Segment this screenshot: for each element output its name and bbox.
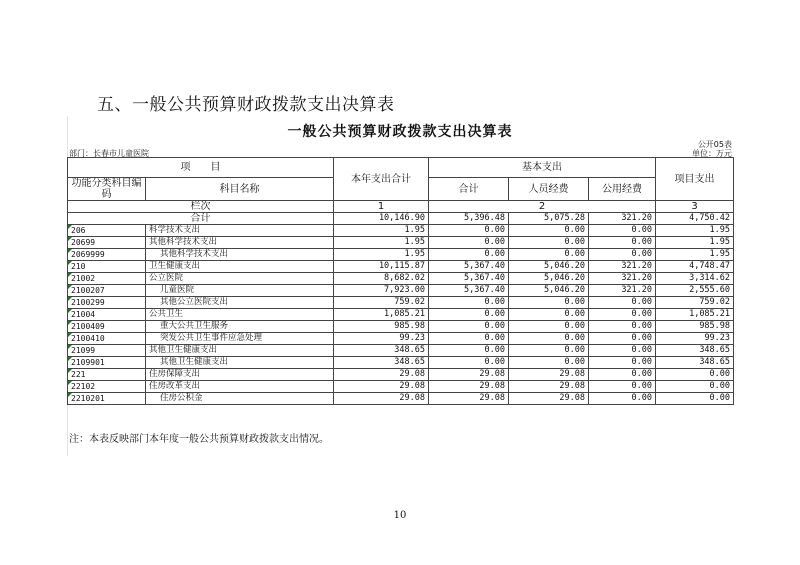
row-basic-sum: 5,367.40 — [429, 285, 509, 297]
row-basic-sum: 29.08 — [429, 393, 509, 405]
row-basic-sum: 0.00 — [429, 345, 509, 357]
table-row — [68, 285, 734, 297]
row-code: 2109901 — [68, 357, 146, 369]
row-personnel: 0.00 — [509, 357, 589, 369]
row-public: 0.00 — [589, 393, 656, 405]
table-row — [68, 333, 734, 345]
row-public: 0.00 — [589, 369, 656, 381]
row-total: 348.65 — [334, 345, 429, 357]
header-name: 科目名称 — [146, 178, 334, 201]
table-row — [68, 345, 734, 357]
row-total: 99.23 — [334, 333, 429, 345]
total-label: 合计 — [68, 213, 334, 225]
row-public: 321.20 — [589, 261, 656, 273]
row-public: 0.00 — [589, 345, 656, 357]
row-total: 29.08 — [334, 393, 429, 405]
row-name: 其他卫生健康支出 — [146, 357, 334, 369]
row-project: 0.00 — [656, 381, 734, 393]
row-project: 99.23 — [656, 333, 734, 345]
row-public: 0.00 — [589, 297, 656, 309]
row-total: 1.95 — [334, 237, 429, 249]
table-title: 一般公共预算财政拨款支出决算表 — [287, 124, 513, 140]
row-public: 0.00 — [589, 321, 656, 333]
column-index-label: 栏次 — [68, 201, 334, 213]
row-project: 0.00 — [656, 369, 734, 381]
row-code: 21002 — [68, 273, 146, 285]
row-basic-sum: 0.00 — [429, 357, 509, 369]
row-total: 8,682.02 — [334, 273, 429, 285]
header-item: 项 目 — [68, 158, 334, 178]
header-total: 本年支出合计 — [334, 158, 429, 201]
header-row-1 — [68, 158, 734, 178]
footnote: 注：本表反映部门本年度一般公共预算财政拨款支出情况。 — [69, 434, 329, 445]
row-basic-sum: 0.00 — [429, 249, 509, 261]
department-label: 部门：长春市儿童医院 — [69, 149, 149, 158]
header-project: 项目支出 — [656, 158, 734, 201]
header-public: 公用经费 — [589, 178, 656, 201]
row-name: 突发公共卫生事件应急处理 — [146, 333, 334, 345]
row-basic-sum: 0.00 — [429, 225, 509, 237]
row-total: 348.65 — [334, 357, 429, 369]
row-public: 0.00 — [589, 309, 656, 321]
row-total: 7,923.00 — [334, 285, 429, 297]
row-name: 科学技术支出 — [146, 225, 334, 237]
row-public: 0.00 — [589, 249, 656, 261]
row-personnel: 5,046.20 — [509, 261, 589, 273]
row-name: 儿童医院 — [146, 285, 334, 297]
row-total: 10,115.87 — [334, 261, 429, 273]
row-personnel: 0.00 — [509, 345, 589, 357]
row-public: 0.00 — [589, 225, 656, 237]
row-name: 公共卫生 — [146, 309, 334, 321]
row-total: 29.08 — [334, 369, 429, 381]
row-project: 985.98 — [656, 321, 734, 333]
total-value: 10,146.90 — [334, 213, 429, 225]
row-personnel: 5,046.20 — [509, 273, 589, 285]
row-project: 1.95 — [656, 249, 734, 261]
form-number: 公开05表 — [697, 140, 732, 149]
table-row — [68, 273, 734, 285]
row-name: 重大公共卫生服务 — [146, 321, 334, 333]
row-name: 住房保障支出 — [146, 369, 334, 381]
row-basic-sum: 0.00 — [429, 237, 509, 249]
row-project: 348.65 — [656, 345, 734, 357]
expenditure-table — [67, 157, 734, 405]
table-row — [68, 237, 734, 249]
row-code: 20699 — [68, 237, 146, 249]
row-personnel: 0.00 — [509, 237, 589, 249]
row-basic-sum: 0.00 — [429, 321, 509, 333]
row-code: 2100299 — [68, 297, 146, 309]
row-name: 其他卫生健康支出 — [146, 345, 334, 357]
row-personnel: 0.00 — [509, 333, 589, 345]
column-index-2: 2 — [429, 201, 656, 213]
row-basic-sum: 0.00 — [429, 333, 509, 345]
row-project: 1.95 — [656, 225, 734, 237]
table-row — [68, 393, 734, 405]
header-basic-sum: 合计 — [429, 178, 509, 201]
total-row — [68, 213, 734, 225]
row-project: 348.65 — [656, 357, 734, 369]
row-code: 2100207 — [68, 285, 146, 297]
row-total: 1.95 — [334, 249, 429, 261]
table-row — [68, 381, 734, 393]
row-code: 221 — [68, 369, 146, 381]
header-code: 功能分类科目编码 — [68, 178, 146, 201]
column-index-row — [68, 201, 734, 213]
row-project: 1,085.21 — [656, 309, 734, 321]
row-personnel: 0.00 — [509, 225, 589, 237]
row-name: 卫生健康支出 — [146, 261, 334, 273]
row-code: 2069999 — [68, 249, 146, 261]
total-basic-sum: 5,396.48 — [429, 213, 509, 225]
table-row — [68, 369, 734, 381]
total-personnel: 5,075.28 — [509, 213, 589, 225]
row-public: 321.20 — [589, 285, 656, 297]
header-personnel: 人员经费 — [509, 178, 589, 201]
total-public: 321.20 — [589, 213, 656, 225]
row-code: 206 — [68, 225, 146, 237]
row-project: 3,314.62 — [656, 273, 734, 285]
row-total: 759.02 — [334, 297, 429, 309]
row-project: 4,748.47 — [656, 261, 734, 273]
table-row — [68, 249, 734, 261]
row-code: 2100409 — [68, 321, 146, 333]
row-basic-sum: 29.08 — [429, 381, 509, 393]
row-public: 0.00 — [589, 357, 656, 369]
row-basic-sum: 0.00 — [429, 297, 509, 309]
table-row — [68, 261, 734, 273]
row-basic-sum: 5,367.40 — [429, 261, 509, 273]
row-public: 0.00 — [589, 381, 656, 393]
row-project: 0.00 — [656, 393, 734, 405]
unit-label: 单位：万元 — [692, 149, 732, 158]
row-personnel: 29.08 — [509, 393, 589, 405]
column-index-1: 1 — [334, 201, 429, 213]
row-name: 其他公立医院支出 — [146, 297, 334, 309]
table-row — [68, 225, 734, 237]
row-basic-sum: 5,367.40 — [429, 273, 509, 285]
row-project: 2,555.60 — [656, 285, 734, 297]
table-row — [68, 297, 734, 309]
row-personnel: 0.00 — [509, 321, 589, 333]
total-project: 4,750.42 — [656, 213, 734, 225]
row-personnel: 29.08 — [509, 381, 589, 393]
column-index-3: 3 — [656, 201, 734, 213]
section-title: 五、一般公共预算财政拨款支出决算表 — [97, 95, 395, 115]
row-personnel: 29.08 — [509, 369, 589, 381]
row-personnel: 0.00 — [509, 297, 589, 309]
row-public: 0.00 — [589, 237, 656, 249]
row-total: 1,085.21 — [334, 309, 429, 321]
row-code: 210 — [68, 261, 146, 273]
row-personnel: 0.00 — [509, 249, 589, 261]
row-personnel: 5,046.20 — [509, 285, 589, 297]
row-name: 其他科学技术支出 — [146, 237, 334, 249]
row-total: 1.95 — [334, 225, 429, 237]
row-code: 21004 — [68, 309, 146, 321]
page-number: 10 — [393, 510, 407, 521]
row-project: 759.02 — [656, 297, 734, 309]
table-row — [68, 321, 734, 333]
row-public: 0.00 — [589, 333, 656, 345]
row-name: 住房改革支出 — [146, 381, 334, 393]
row-total: 985.98 — [334, 321, 429, 333]
row-code: 21099 — [68, 345, 146, 357]
row-name: 其他科学技术支出 — [146, 249, 334, 261]
row-public: 321.20 — [589, 273, 656, 285]
table-row — [68, 309, 734, 321]
row-total: 29.08 — [334, 381, 429, 393]
row-personnel: 0.00 — [509, 309, 589, 321]
row-basic-sum: 0.00 — [429, 309, 509, 321]
row-code: 22102 — [68, 381, 146, 393]
header-basic: 基本支出 — [429, 158, 656, 178]
row-name: 公立医院 — [146, 273, 334, 285]
row-basic-sum: 29.08 — [429, 369, 509, 381]
row-name: 住房公积金 — [146, 393, 334, 405]
table-row — [68, 357, 734, 369]
row-code: 2100410 — [68, 333, 146, 345]
row-code: 2210201 — [68, 393, 146, 405]
row-project: 1.95 — [656, 237, 734, 249]
